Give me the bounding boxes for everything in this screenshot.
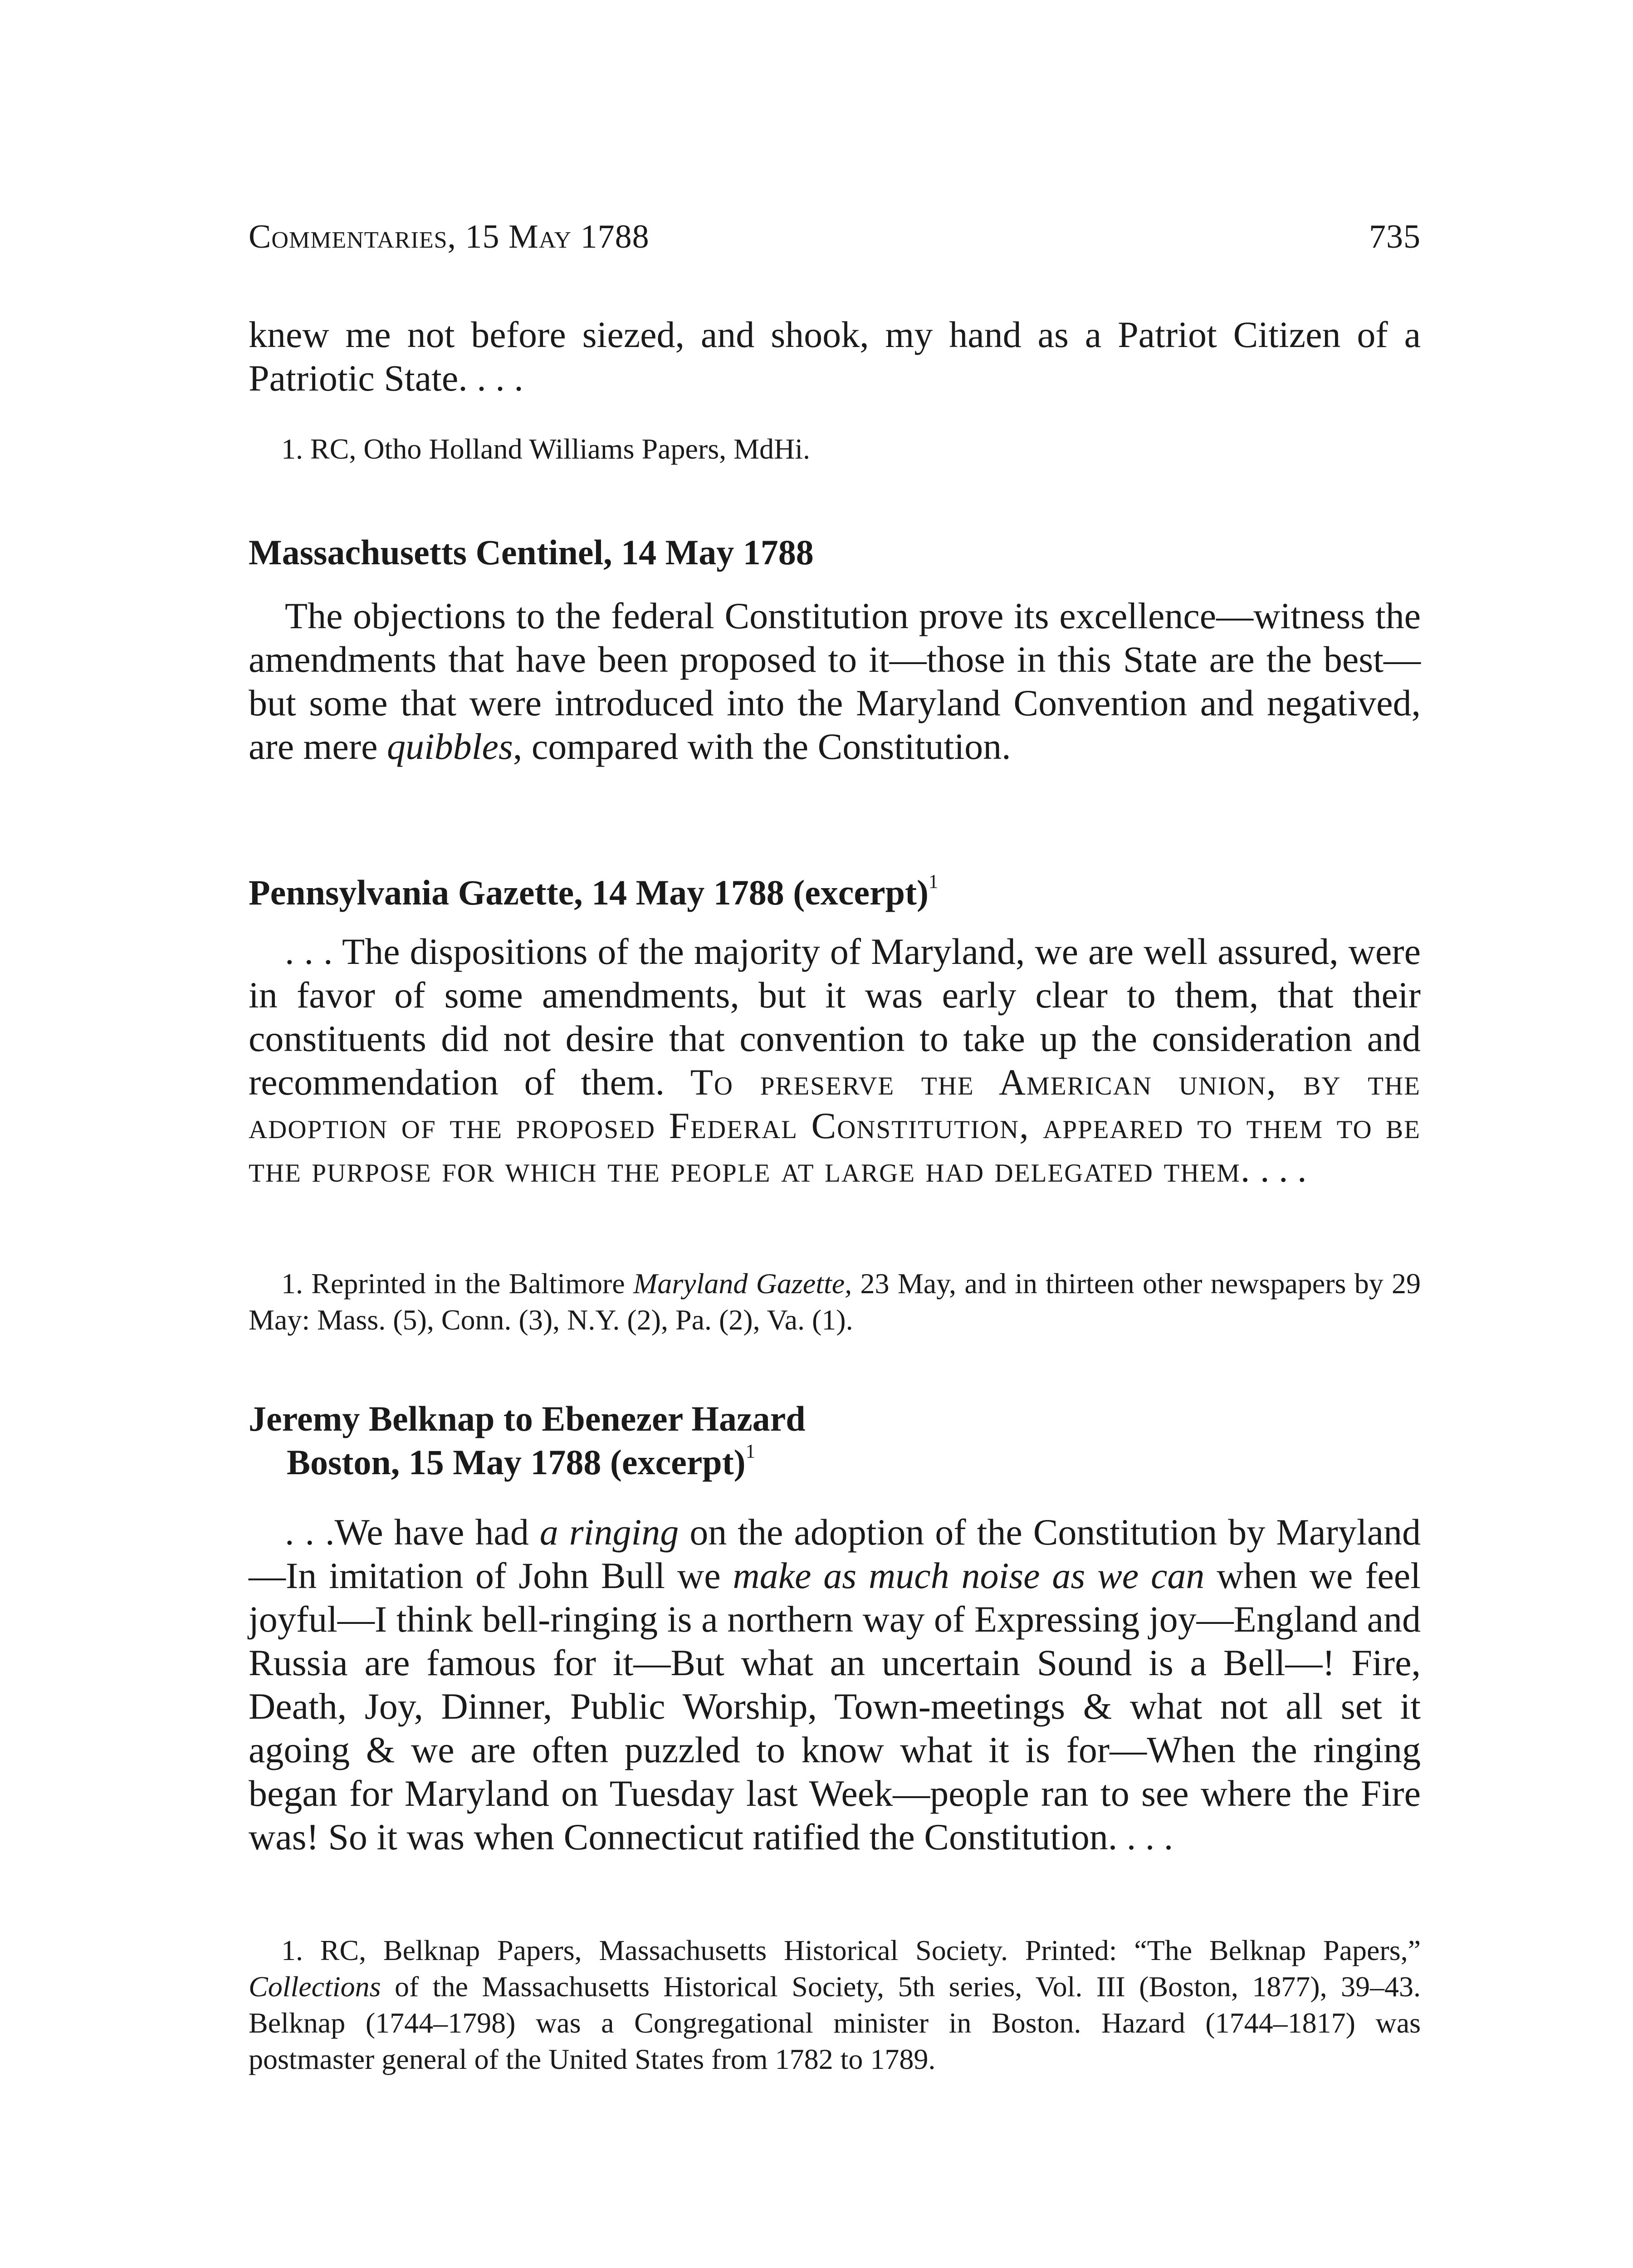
belknap-heading-line2: Boston, 15 May 1788 (excerpt)$^1$ — [287, 1441, 756, 1482]
page-number: 735 — [1369, 218, 1421, 255]
belknap-note-ref: 1 — [745, 1441, 756, 1462]
belknap-footnote: 1. RC, Belknap Papers, Massachusetts Historical Society. Printed: “The Belknap Papers,” Collections of the Massachusetts Historical Society, 5th series, Vol. III (Boston, 1877), 39–43. Belknap (1744–1798) was a Congregational minister in Boston. Hazard (1744–1817) was postmaster general of the United States from 1782 to 1789. — [249, 1934, 1421, 2075]
belknap-paragraph: . . .We have had a ringing on the adoption of the Constitution by Maryland—In imitation of John Bull we make as much noise as we can when we feel joyful—I think bell-ringing is a northern way of Expressing joy—England and Russia are famous for it—But what an uncertain Sound is a Bell—! Fire, Death, Joy, Dinner, Public Worship, Town-meetings & what not all set it agoing & we are often puzzled to know what it is for—When the ringing began for Maryland on Tuesday last Week—people ran to see where the Fire was! So it was when Connecticut ratified the Constitution. . . . — [249, 1511, 1421, 1857]
gazette-heading: Pennsylvania Gazette, 14 May 1788 (excerpt)$^1$ — [249, 871, 939, 912]
centinel-paragraph: The objections to the federal Constitution prove its excellence—witness the amendments that have been proposed to it—those in this State are the best—but some that were introduced into the Maryland Convention and negatived, are mere quibbles, compared with the Constitution. — [249, 595, 1421, 767]
continuation-footnote: 1. RC, Otho Holland Williams Papers, MdHi. — [281, 433, 810, 465]
emphasis-quibbles: quibbles — [386, 726, 513, 767]
continuation-paragraph: knew me not before siezed, and shook, my hand as a Patriot Citizen of a Patriotic State. . . . — [249, 314, 1421, 399]
centinel-heading: Massachusetts Centinel, 14 May 1788 — [249, 533, 814, 572]
gazette-note-ref: 1 — [929, 871, 939, 893]
small-caps-passage: To preserve the American union, by the adoption of the proposed Federal Constitution, appeared to them to be the purpose for which the people at large had delegated them. — [249, 1061, 1421, 1190]
gazette-paragraph: . . . The dispositions of the majority of Maryland, we are well assured, were in favor of some amendments, but it was early clear to them, that their constituents did not desire that convention to take up the consideration and recommendation of them. To preserve the American union, by the adoption of the proposed Federal Constitution, appeared to them to be the purpose for which the people at large had delegated them. . . . — [249, 931, 1421, 1190]
gazette-footnote: 1. Reprinted in the Baltimore Maryland Gazette, 23 May, and in thirteen other newspapers by 29 May: Mass. (5), Conn. (3), N.Y. (2), Pa. (2), Va. (1). — [249, 1267, 1421, 1336]
running-head-title: Commentaries, 15 May 1788 — [249, 218, 650, 255]
running-head — [249, 218, 1421, 268]
belknap-heading: Jeremy Belknap to Ebenezer Hazard — [249, 1399, 806, 1438]
